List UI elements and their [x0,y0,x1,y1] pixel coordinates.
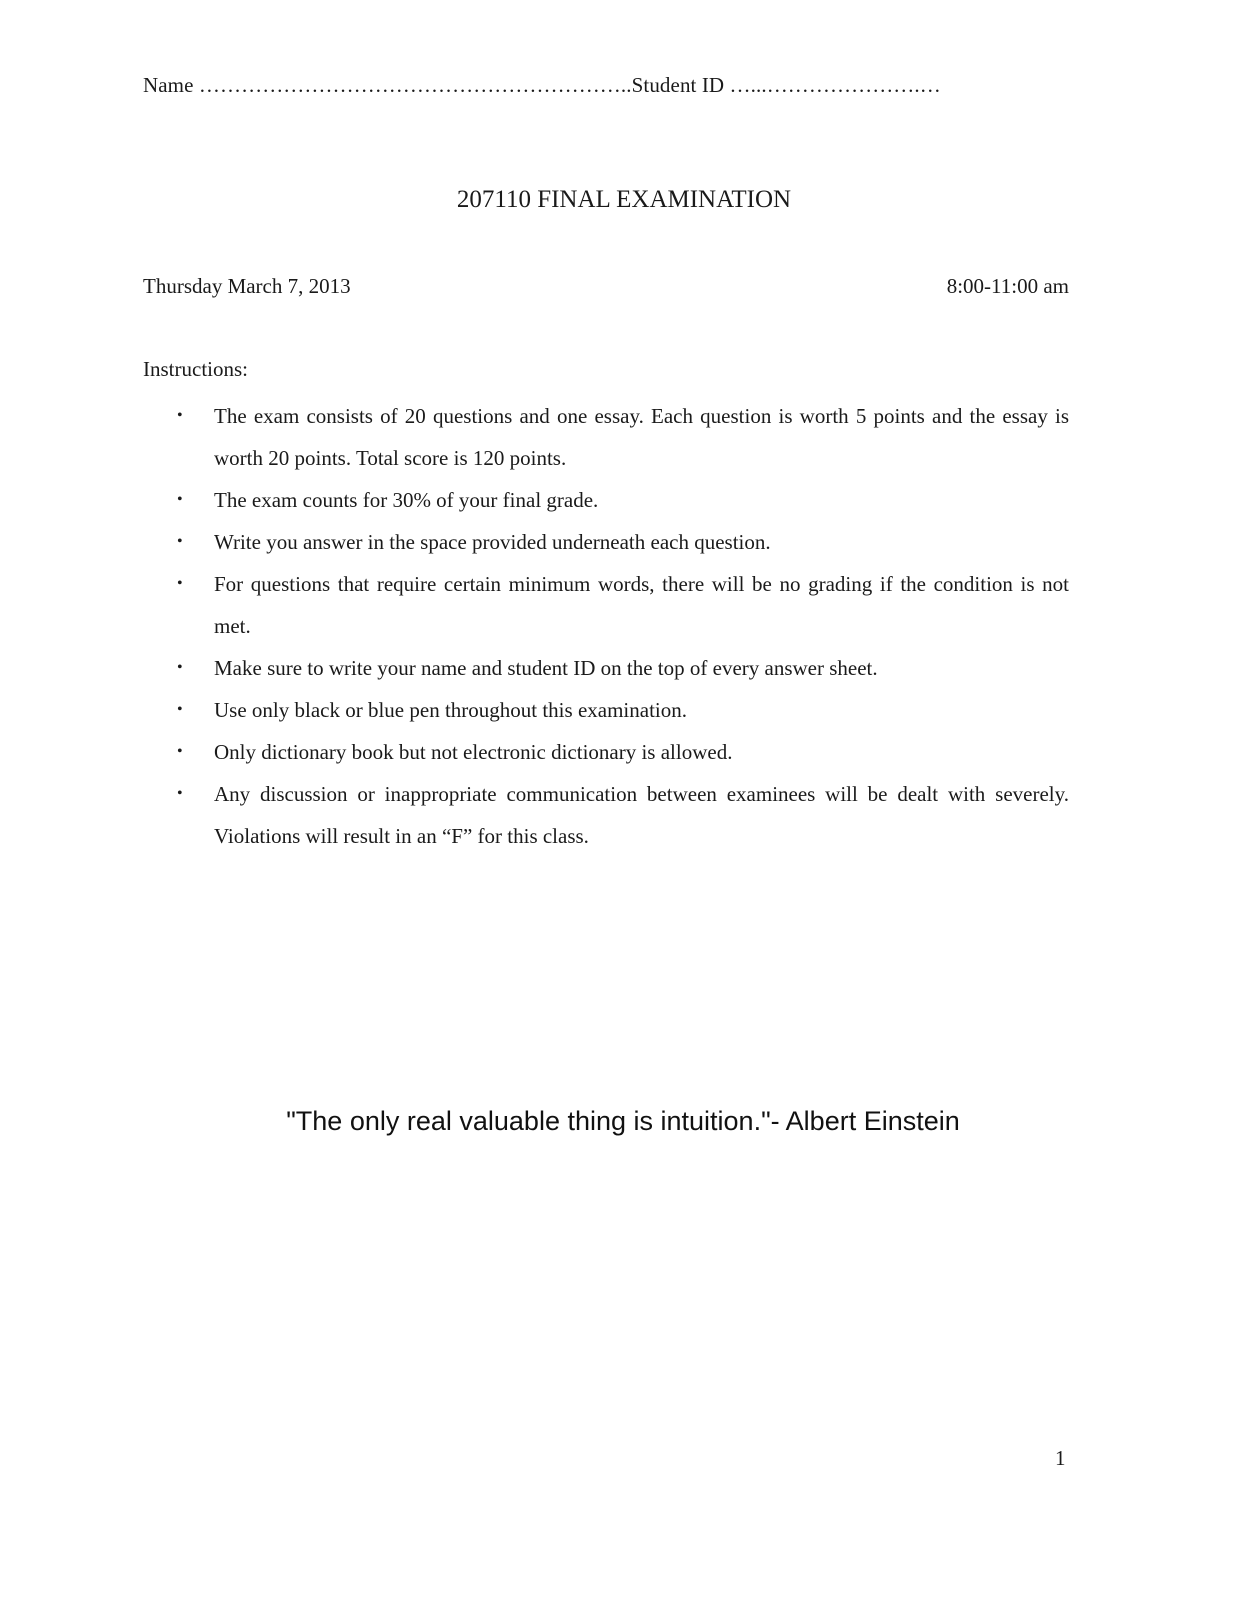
instruction-text: For questions that require certain minimum words, there will be no grading if the condition is not met. [214,572,1069,638]
exam-date: Thursday March 7, 2013 [143,274,351,298]
instruction-text: The exam consists of 20 questions and one essay. Each question is worth 5 points and the essay is worth 20 points. Total score is 120 points. [214,404,1069,470]
name-blank: …………………………………………………….. [198,73,632,97]
bullet-icon: • [177,701,183,718]
bullet-icon: • [177,491,183,508]
bullet-icon: • [177,533,183,550]
bullet-icon: • [177,407,183,424]
instruction-item [143,773,1069,857]
instruction-text: The exam counts for 30% of your final grade. [214,488,599,512]
instruction-item [143,689,1069,731]
instruction-item [143,479,1069,521]
instruction-text: Any discussion or inappropriate communication between examinees will be dealt with severely. Violations will result in an “F” for this class. [214,782,1069,848]
header-line [143,70,941,100]
instruction-item [143,647,1069,689]
quote: "The only real valuable thing is intuition."- Albert Einstein [286,1106,960,1136]
bullet-icon: • [177,575,183,592]
instructions-heading: Instructions: [143,357,248,381]
exam-time: 8:00-11:00 am [946,274,1069,298]
bullet-icon: • [177,743,183,760]
name-label: Name [143,73,199,97]
date-row [143,271,1069,301]
instruction-text: Only dictionary book but not electronic dictionary is allowed. [214,740,733,764]
instruction-item [143,395,1069,479]
page-number: 1 [1055,1446,1066,1470]
instruction-item [143,521,1069,563]
instruction-text: Use only black or blue pen throughout this examination. [214,698,687,722]
instruction-item [143,731,1069,773]
student-id-label: Student ID [631,73,730,97]
bullet-icon: • [177,659,183,676]
bullet-icon: • [177,785,183,802]
instruction-text: Write you answer in the space provided underneath each question. [214,530,771,554]
exam-title: 207110 FINAL EXAMINATION [456,186,792,213]
student-id-blank: …...………………….… [729,73,941,97]
instruction-text: Make sure to write your name and student ID on the top of every answer sheet. [214,656,878,680]
instructions-list [143,395,1069,857]
instruction-item [143,563,1069,647]
